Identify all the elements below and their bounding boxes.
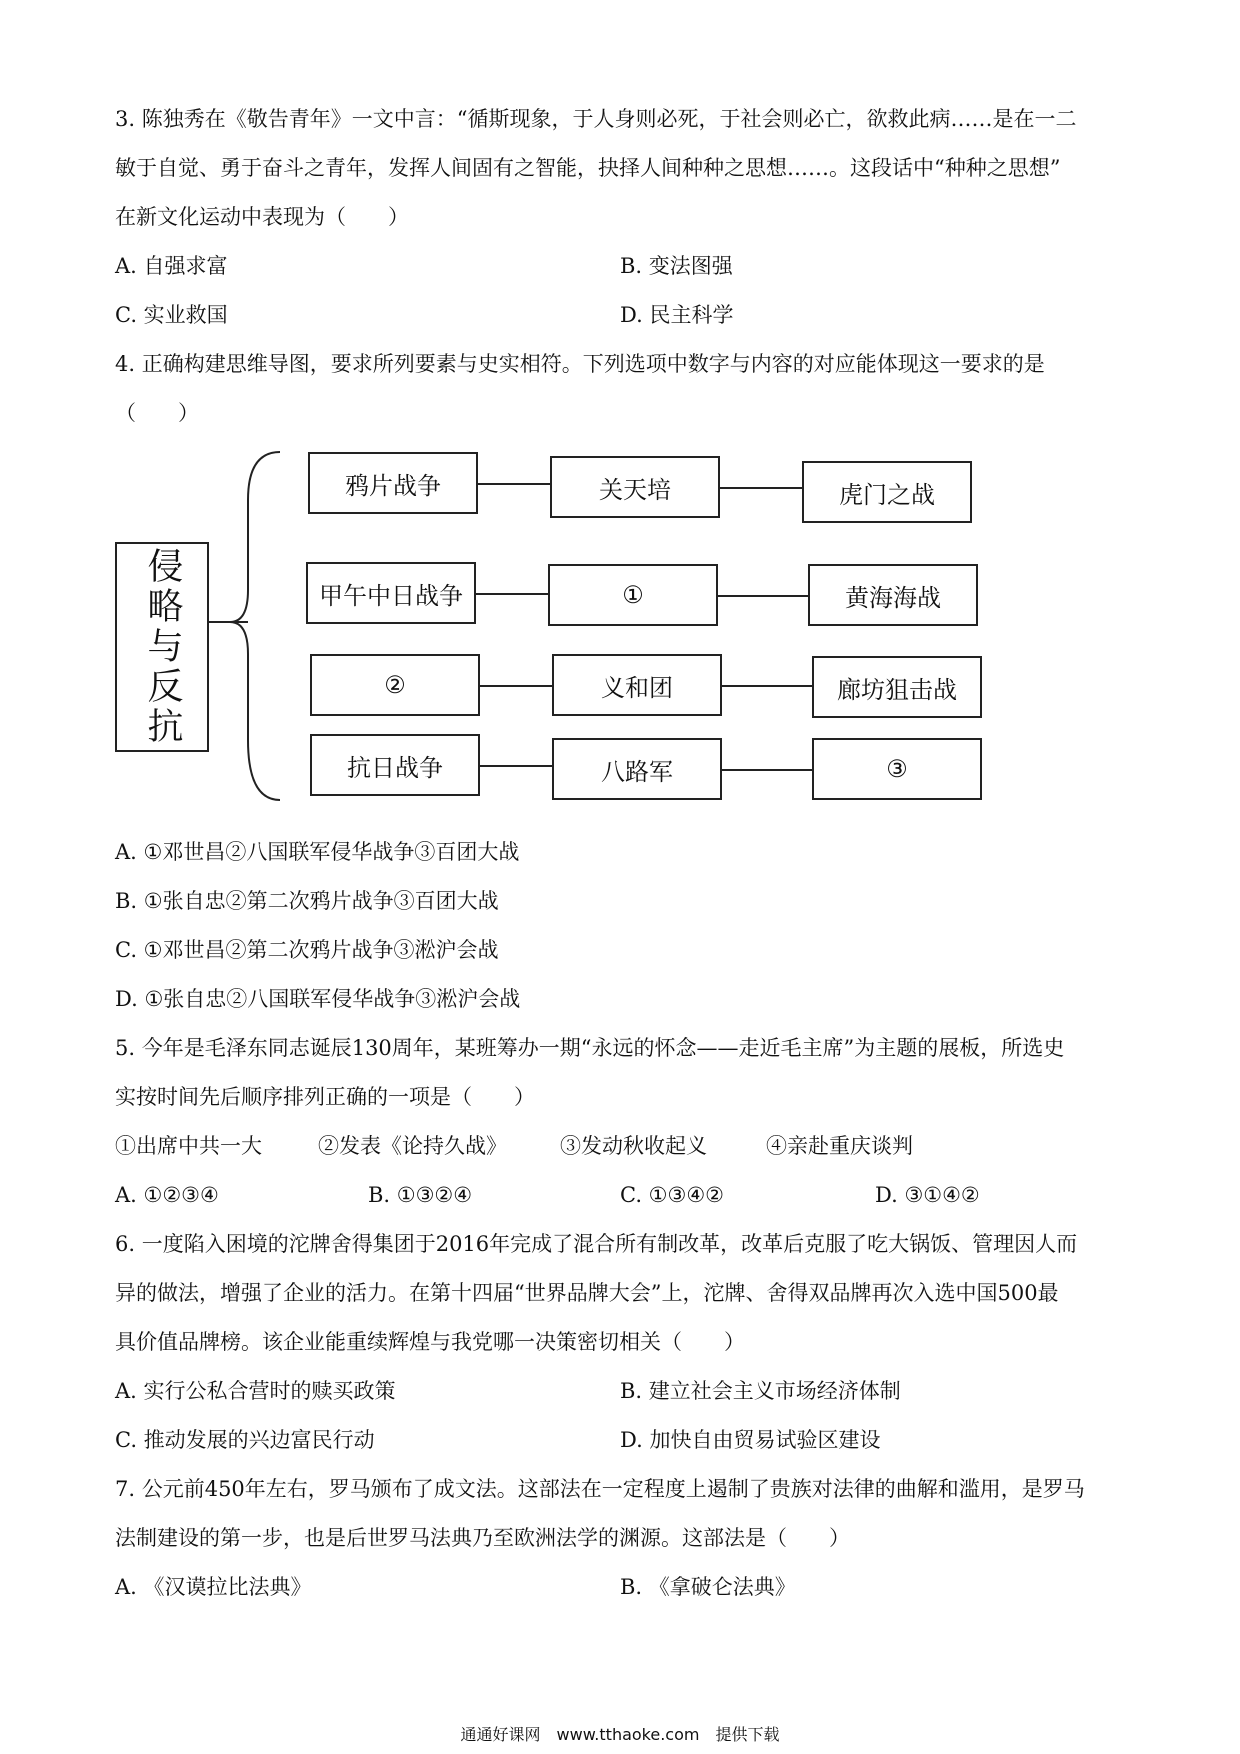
q6-stem-line-3: 具价值品牌榜。该企业能重续辉煌与我党哪一决策密切相关（ ） (115, 1330, 745, 1354)
q4-option-a: A. ①邓世昌②八国联军侵华战争③百团大战 (115, 840, 520, 864)
q3-stem-line-2: 敏于自觉、勇于奋斗之青年，发挥人间固有之智能，抉择人间种种之思想……。这段话中“种种之思想” (115, 156, 1061, 180)
node-blank-3: ③ (812, 738, 982, 800)
q3-option-b: B. 变法图强 (620, 254, 733, 278)
q3-stem-line-1: 3. 陈独秀在《敬告青年》一文中言：“循斯现象，于人身则必死，于社会则必亡，欲救此病……是在一二 (115, 107, 1077, 131)
node-battle-1: 虎门之战 (802, 461, 972, 523)
q5-option-c: C. ①③④② (620, 1183, 724, 1207)
q5-option-a: A. ①②③④ (115, 1183, 219, 1207)
node-blank-2: ② (310, 654, 480, 716)
q6-stem-line-2: 异的做法，增强了企业的活力。在第十四届“世界品牌大会”上，沱牌、舍得双品牌再次入选中国500最 (115, 1281, 1059, 1305)
q5-item-4: ④亲赴重庆谈判 (766, 1134, 913, 1158)
q7-stem-line-1: 7. 公元前450年左右，罗马颁布了成文法。这部法在一定程度上遏制了贵族对法律的曲解和滥用，是罗马 (115, 1477, 1085, 1501)
node-group-3: 义和团 (552, 654, 722, 716)
q4-option-b: B. ①张自忠②第二次鸦片战争③百团大战 (115, 889, 499, 913)
node-battle-2: 黄海海战 (808, 564, 978, 626)
q6-option-c: C. 推动发展的兴边富民行动 (115, 1428, 375, 1452)
connector (480, 765, 552, 767)
q5-option-b: B. ①③②④ (368, 1183, 473, 1207)
node-battle-3: 廊坊狙击战 (812, 656, 982, 718)
q4-option-d: D. ①张自忠②八国联军侵华战争③淞沪会战 (115, 987, 521, 1011)
node-war-4: 抗日战争 (310, 734, 480, 796)
q4-option-c: C. ①邓世昌②第二次鸦片战争③淞沪会战 (115, 938, 499, 962)
q3-option-d: D. 民主科学 (620, 303, 734, 327)
connector (480, 685, 552, 687)
node-war-1: 鸦片战争 (308, 452, 478, 514)
connector (478, 483, 550, 485)
mind-map-root (115, 542, 209, 752)
q5-item-2: ②发表《论持久战》 (318, 1134, 507, 1158)
q5-item-3: ③发动秋收起义 (560, 1134, 707, 1158)
q6-option-a: A. 实行公私合营时的赎买政策 (115, 1379, 396, 1403)
q3-stem-line-3: 在新文化运动中表现为（ ） (115, 205, 409, 229)
q5-option-d: D. ③①④② (875, 1183, 980, 1207)
q3-option-a: A. 自强求富 (115, 254, 228, 278)
connector (722, 769, 812, 771)
node-person-1: 关天培 (550, 456, 720, 518)
connector (718, 595, 808, 597)
connector (722, 685, 812, 687)
page-footer: 通通好课网 www.tthaoke.com 提供下载 (460, 1725, 780, 1744)
q4-stem-line-2: （ ） (115, 401, 199, 425)
q7-option-b: B. 《拿破仑法典》 (620, 1575, 796, 1599)
connector (720, 487, 802, 489)
q6-option-b: B. 建立社会主义市场经济体制 (620, 1379, 901, 1403)
node-blank-1: ① (548, 564, 718, 626)
q5-stem-line-1: 5. 今年是毛泽东同志诞辰130周年，某班筹办一期“永远的怀念——走近毛主席”为主题的展板，所选史 (115, 1036, 1065, 1060)
q7-option-a: A. 《汉谟拉比法典》 (115, 1575, 312, 1599)
q5-stem-line-2: 实按时间先后顺序排列正确的一项是（ ） (115, 1085, 535, 1109)
q3-option-c: C. 实业救国 (115, 303, 228, 327)
q7-stem-line-2: 法制建设的第一步，也是后世罗马法典乃至欧洲法学的渊源。这部法是（ ） (115, 1526, 850, 1550)
mind-map-diagram (110, 440, 990, 810)
q6-stem-line-1: 6. 一度陷入困境的沱牌舍得集团于2016年完成了混合所有制改革，改革后克服了吃大锅饭、管理因人而 (115, 1232, 1078, 1256)
q4-stem-line-1: 4. 正确构建思维导图，要求所列要素与史实相符。下列选项中数字与内容的对应能体现这一要求的是 (115, 352, 1045, 376)
connector (476, 593, 548, 595)
node-army-4: 八路军 (552, 738, 722, 800)
node-war-2: 甲午中日战争 (306, 562, 476, 624)
q5-item-1: ①出席中共一大 (115, 1134, 262, 1158)
mind-map-root-label: 侵略与反抗 (142, 547, 183, 747)
q6-option-d: D. 加快自由贸易试验区建设 (620, 1428, 881, 1452)
